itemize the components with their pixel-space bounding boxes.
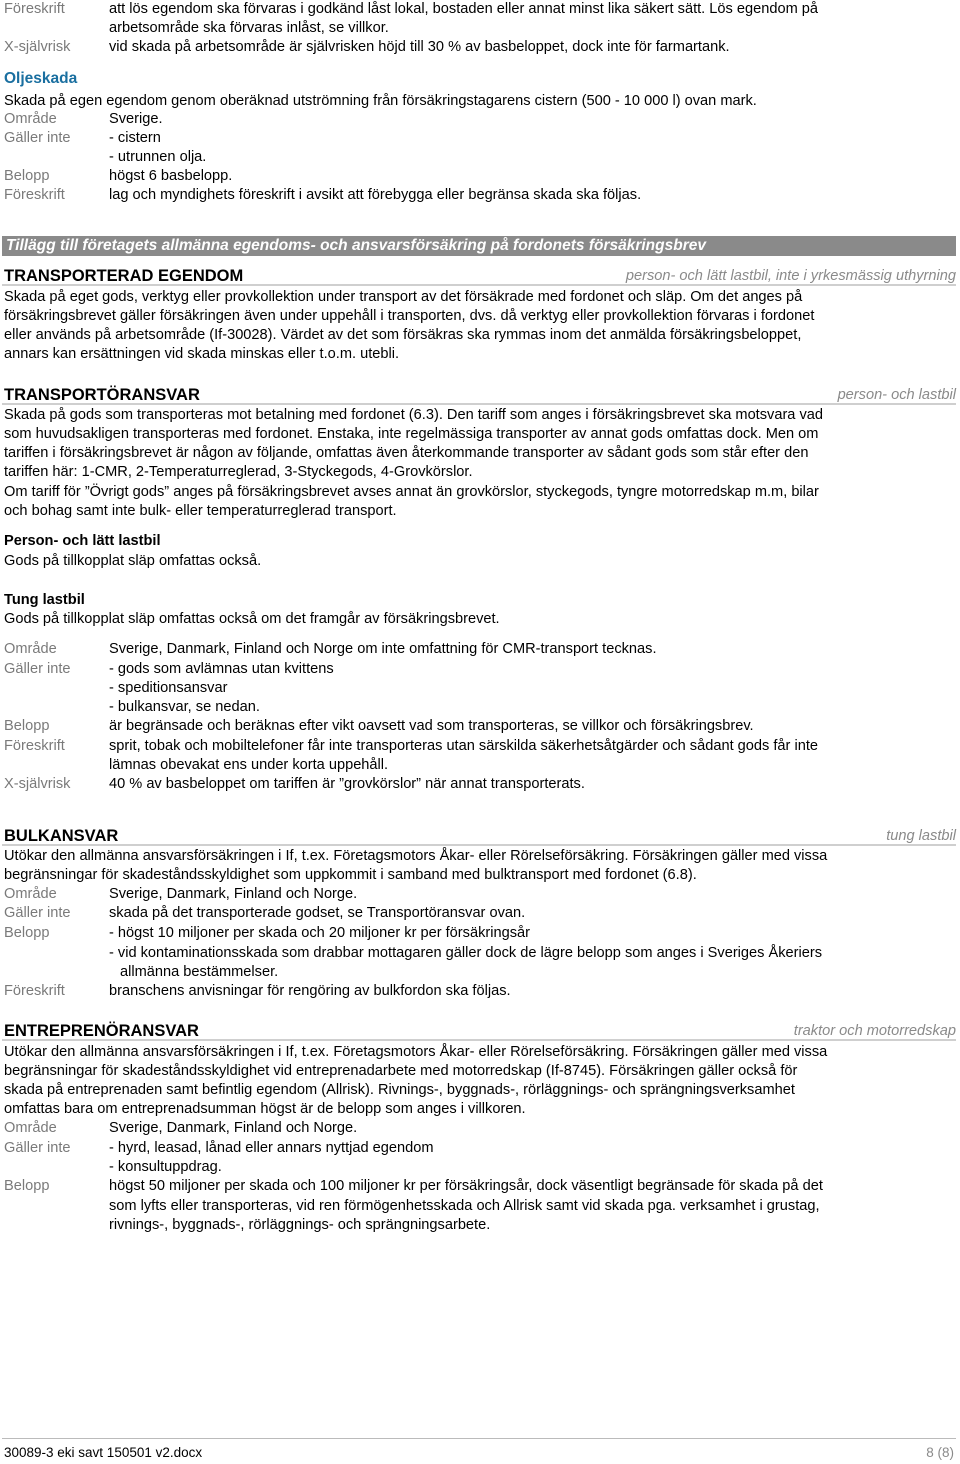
belopp-value: högst 6 basbelopp. — [109, 168, 233, 184]
paragraph-line: begränsningar för skadeståndsskyldighet vid entreprenadarbete med motorredskap (If-8745). Försäkringen gäller också för — [4, 1063, 798, 1079]
section-scope: person- och lätt lastbil, inte i yrkesmässig uthyrning — [625, 268, 956, 284]
belopp-value: allmänna bestämmelser. — [120, 964, 279, 980]
foreskrift-label: Föreskrift — [4, 1, 65, 17]
foreskrift-text: arbetsområde ska förvaras inlåst, se villkor. — [109, 20, 389, 36]
galler-inte-value: skada på det transporterade godset, se Transportöransvar ovan. — [109, 905, 526, 921]
foreskrift-value: lag och myndighets föreskrift i avsikt att förebygga eller begränsa skada ska följas. — [109, 187, 642, 203]
belopp-value: - högst 10 miljoner per skada och 20 miljoner kr per försäkringsår — [109, 925, 530, 941]
omrade-value: Sverige. — [109, 111, 163, 127]
section-scope: traktor och motorredskap — [793, 1023, 956, 1039]
paragraph-line: försäkringsbrevet gäller försäkringen även under uppehåll i transporten, dvs. då verktyg eller provkollektion förvaras i fordonet — [4, 308, 815, 324]
belopp-label: Belopp — [4, 925, 50, 941]
belopp-value: - vid kontaminationsskada som drabbar mottagaren gäller dock de lägre belopp som anges i Sveriges Åkeriers — [109, 945, 823, 961]
footer-page-number: 8 (8) — [926, 1445, 954, 1460]
paragraph-line: och bohag samt inte bulk- eller temperaturreglerad transport. — [4, 503, 397, 519]
paragraph-line: Utökar den allmänna ansvarsförsäkringen i If, t.ex. Företagsmotors Åkar- eller Rörelseförsäkring. Försäkringen gäller med vissa — [4, 848, 828, 864]
section-title: BULKANSVAR — [4, 827, 119, 845]
paragraph-line: begränsningar för skadeståndsskyldighet som uppkommit i samband med bulktransport med fordonet (6.8). — [4, 867, 697, 883]
section-header-transportoransvar — [2, 385, 956, 405]
omrade-value: Sverige, Danmark, Finland och Norge. — [109, 1120, 358, 1136]
footer-document-name: 30089-3 eki savt 150501 v2.docx — [4, 1445, 203, 1460]
paragraph-line: tariffen här: 1-CMR, 2-Temperaturreglerad, 3-Styckegods, 4-Grovkörslor. — [4, 464, 473, 480]
x-sjalvrisk-label: X-självrisk — [4, 776, 71, 792]
foreskrift-text: att lös egendom ska förvaras i godkänd låst lokal, bostaden eller annat minst lika säkert sätt. Lös egendom på — [109, 1, 819, 17]
paragraph-line: annars kan ersättningen vid skada minskas eller t.o.m. utebli. — [4, 346, 400, 362]
foreskrift-value: lämnas obevakat ens under korta uppehåll. — [109, 757, 389, 773]
section-scope: person- och lastbil — [837, 387, 956, 403]
paragraph-line: Om tariff för ”Övrigt gods” anges på försäkringsbrevet avses annat än grovkörslor, styckegods, tyngre motorredskap m.m, bilar — [4, 484, 819, 500]
section-header-transporterad-egendom — [2, 266, 956, 286]
section-header-bulkansvar — [2, 826, 956, 846]
paragraph-line: som huvudsakligen transporteras med fordonet. Enstaka, inte regelmässiga transporter av annat gods omfattas dock. Men om — [4, 426, 819, 442]
galler-inte-label: Gäller inte — [4, 130, 71, 146]
section-title: ENTREPRENÖRANSVAR — [4, 1022, 199, 1040]
subheading: Person- och lätt lastbil — [4, 533, 161, 549]
paragraph-line: Gods på tillkopplat släp omfattas också om det framgår av försäkringsbrevet. — [4, 611, 500, 627]
x-sjalvrisk-label: X-självrisk — [4, 39, 71, 55]
galler-inte-label: Gäller inte — [4, 1140, 71, 1156]
foreskrift-label: Föreskrift — [4, 738, 65, 754]
section-title: TRANSPORTÖRANSVAR — [4, 386, 200, 404]
oljeskada-heading: Oljeskada — [4, 70, 78, 87]
galler-inte-label: Gäller inte — [4, 661, 71, 677]
paragraph-line: Skada på eget gods, verktyg eller provkollektion under transport av det försäkrade med fordonet och släp. Om det anges på — [4, 289, 803, 305]
paragraph-line: omfattas bara om entreprenadsumman högst är de belopp som anges i villkoren. — [4, 1101, 526, 1117]
galler-inte-value: - gods som avlämnas utan kvittens — [109, 661, 334, 677]
foreskrift-value: sprit, tobak och mobiltelefoner får inte transporteras utan särskilda säkerhetsåtgärder och sådant gods får inte — [109, 738, 818, 754]
galler-inte-label: Gäller inte — [4, 905, 71, 921]
omrade-label: Område — [4, 886, 57, 902]
foreskrift-value: branschens anvisningar för rengöring av bulkfordon ska följas. — [109, 983, 511, 999]
galler-inte-value: - bulkansvar, se nedan. — [109, 699, 260, 715]
paragraph-line: Skada på gods som transporteras mot betalning med fordonet (6.3). Den tariff som anges i försäkringsbrevet ska motsvara vad — [4, 407, 824, 423]
x-sjalvrisk-value: 40 % av basbeloppet om tariffen är ”grovkörslor” när annat transporterats. — [109, 776, 585, 792]
paragraph-line: skada på entreprenaden samt befintlig egendom (Allrisk). Rivnings-, byggnads-, rörläggnings- och sprängningsverksamhet — [4, 1082, 795, 1098]
omrade-label: Område — [4, 641, 57, 657]
omrade-value: Sverige, Danmark, Finland och Norge om inte omfattning för CMR-transport tecknas. — [109, 641, 657, 657]
section-header-entreprenoransvar — [2, 1021, 956, 1041]
belopp-value: högst 50 miljoner per skada och 100 miljoner kr per försäkringsår, dock väsentligt begränsade för skada på det — [109, 1178, 823, 1194]
omrade-label: Område — [4, 111, 57, 127]
paragraph-line: Gods på tillkopplat släp omfattas också. — [4, 553, 262, 569]
section-title: TRANSPORTERAD EGENDOM — [4, 267, 244, 285]
belopp-value: är begränsade och beräknas efter vikt oavsett vad som transporteras, se villkor och försäkringsbrev. — [109, 718, 754, 734]
belopp-value: rivnings-, byggnads-, rörläggnings- och sprängningsarbete. — [109, 1217, 491, 1233]
galler-inte-value: - speditionsansvar — [109, 680, 228, 696]
section-scope: tung lastbil — [886, 828, 956, 844]
foreskrift-label: Föreskrift — [4, 187, 65, 203]
foreskrift-label: Föreskrift — [4, 983, 65, 999]
belopp-label: Belopp — [4, 168, 50, 184]
x-sjalvrisk-text: vid skada på arbetsområde är självrisken höjd till 30 % av basbeloppet, dock inte för farmartank. — [109, 39, 730, 55]
belopp-value: som lyfts eller transporteras, vid ren förmögenhetsskada och Allrisk samt vid skada pga. verksamhet i grustag, — [109, 1198, 820, 1214]
footer-divider — [2, 1438, 956, 1439]
oljeskada-description: Skada på egen egendom genom oberäknad utströmning från försäkringstagarens cistern (500 - 10 000 l) ovan mark. — [4, 93, 757, 109]
omrade-value: Sverige, Danmark, Finland och Norge. — [109, 886, 358, 902]
galler-inte-value: - cistern — [109, 130, 161, 146]
omrade-label: Område — [4, 1120, 57, 1136]
subheading: Tung lastbil — [4, 592, 85, 608]
paragraph-line: tariffen i försäkringsbrevet är någon av följande, omfattas även återkommande transporter av sådant gods som står efter den — [4, 445, 809, 461]
belopp-label: Belopp — [4, 718, 50, 734]
belopp-label: Belopp — [4, 1178, 50, 1194]
section-banner: Tillägg till företagets allmänna egendoms- och ansvarsförsäkring på fordonets försäkringsbrev — [2, 236, 956, 256]
paragraph-line: Utökar den allmänna ansvarsförsäkringen i If, t.ex. Företagsmotors Åkar- eller Rörelseförsäkring. Försäkringen gäller med vissa — [4, 1044, 828, 1060]
galler-inte-value: - utrunnen olja. — [109, 149, 207, 165]
paragraph-line: eller används på arbetsområde (If-30028). Värdet av det som försäkras ska rymmas inom det anmälda försäkringsbeloppet, — [4, 327, 802, 343]
galler-inte-value: - konsultuppdrag. — [109, 1159, 222, 1175]
galler-inte-value: - hyrd, leasad, lånad eller annars nyttjad egendom — [109, 1140, 434, 1156]
